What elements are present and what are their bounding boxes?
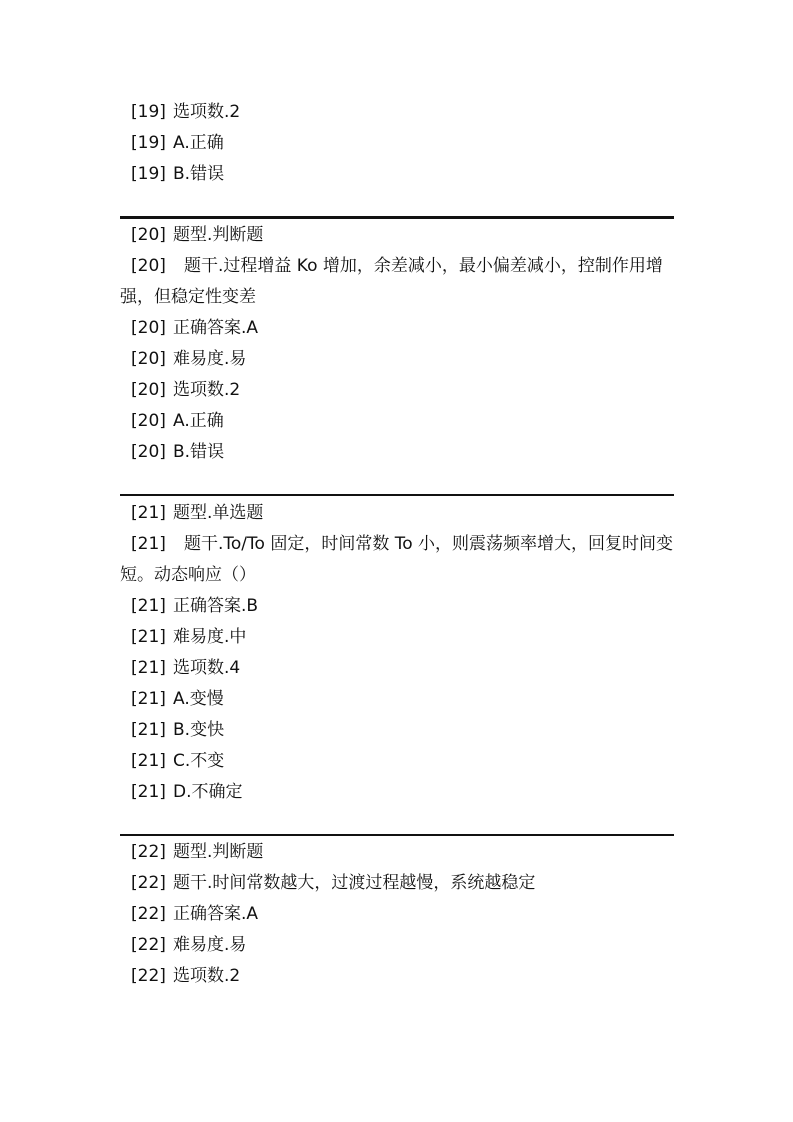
line-text: 正确答案.A <box>173 904 259 924</box>
q20-option-b <box>120 437 674 468</box>
line-text: C.不变 <box>173 751 225 771</box>
q20-stem <box>120 251 674 313</box>
question-19-block <box>120 97 674 190</box>
separator-rule <box>120 216 674 219</box>
q21-answer <box>120 591 674 622</box>
q19-option-b <box>120 159 674 190</box>
question-number: [22] <box>131 904 166 924</box>
q20-difficulty <box>120 344 674 375</box>
question-21-block <box>120 498 674 808</box>
q22-answer <box>120 899 674 930</box>
q20-type <box>120 220 674 251</box>
line-text: 题型.判断题 <box>173 842 264 862</box>
line-text: A.正确 <box>173 411 224 431</box>
question-number: [22] <box>131 842 166 862</box>
question-number: [22] <box>131 935 166 955</box>
question-number: [20] <box>131 442 166 462</box>
question-number: [21] <box>131 534 166 554</box>
question-number: [21] <box>131 658 166 678</box>
line-text: 题干.过程增益 Ko 增加，余差减小，最小偏差减小，控制作用增强，但稳定性变差 <box>120 256 663 307</box>
line-text: 正确答案.B <box>173 596 259 616</box>
line-text: D.不确定 <box>173 782 243 802</box>
q22-stem <box>120 868 674 899</box>
question-number: [21] <box>131 751 166 771</box>
q21-type <box>120 498 674 529</box>
question-number: [19] <box>131 164 166 184</box>
question-number: [19] <box>131 133 166 153</box>
q22-option-count <box>120 961 674 992</box>
question-22-block <box>120 837 674 992</box>
question-number: [21] <box>131 720 166 740</box>
q21-option-d <box>120 777 674 808</box>
q20-option-count <box>120 375 674 406</box>
q21-stem <box>120 529 674 591</box>
line-text: 题干.To/To 固定，时间常数 To 小，则震荡频率增大，回复时间变短。动态响应（） <box>120 534 674 585</box>
question-number: [19] <box>131 102 166 122</box>
line-text: 选项数.2 <box>173 380 241 400</box>
line-text: 选项数.2 <box>173 966 241 986</box>
question-number: [20] <box>131 256 166 276</box>
line-text: 题型.单选题 <box>173 503 264 523</box>
line-text: 难易度.易 <box>173 349 247 369</box>
line-text: 难易度.中 <box>173 627 247 647</box>
q21-difficulty <box>120 622 674 653</box>
line-text: 题型.判断题 <box>173 225 264 245</box>
question-number: [20] <box>131 349 166 369</box>
line-text: 难易度.易 <box>173 935 247 955</box>
q19-option-count <box>120 97 674 128</box>
question-number: [22] <box>131 966 166 986</box>
separator-rule <box>120 494 674 496</box>
separator-rule <box>120 834 674 836</box>
q21-option-b <box>120 715 674 746</box>
question-number: [20] <box>131 411 166 431</box>
line-text: 选项数.4 <box>173 658 241 678</box>
q21-option-c <box>120 746 674 777</box>
question-number: [21] <box>131 503 166 523</box>
question-number: [20] <box>131 318 166 338</box>
question-number: [21] <box>131 689 166 709</box>
q22-difficulty <box>120 930 674 961</box>
q21-option-a <box>120 684 674 715</box>
line-text: B.错误 <box>173 164 225 184</box>
line-text: 正确答案.A <box>173 318 259 338</box>
question-20-block <box>120 220 674 468</box>
q20-answer <box>120 313 674 344</box>
line-text: 题干.时间常数越大，过渡过程越慢，系统越稳定 <box>173 873 536 893</box>
line-text: B.错误 <box>173 442 225 462</box>
question-number: [20] <box>131 380 166 400</box>
line-text: A.变慢 <box>173 689 224 709</box>
q20-option-a <box>120 406 674 437</box>
question-number: [21] <box>131 596 166 616</box>
line-text: 选项数.2 <box>173 102 241 122</box>
q19-option-a <box>120 128 674 159</box>
line-text: A.正确 <box>173 133 224 153</box>
line-text: B.变快 <box>173 720 225 740</box>
question-number: [21] <box>131 627 166 647</box>
question-number: [21] <box>131 782 166 802</box>
q22-type <box>120 837 674 868</box>
question-number: [22] <box>131 873 166 893</box>
question-number: [20] <box>131 225 166 245</box>
q21-option-count <box>120 653 674 684</box>
